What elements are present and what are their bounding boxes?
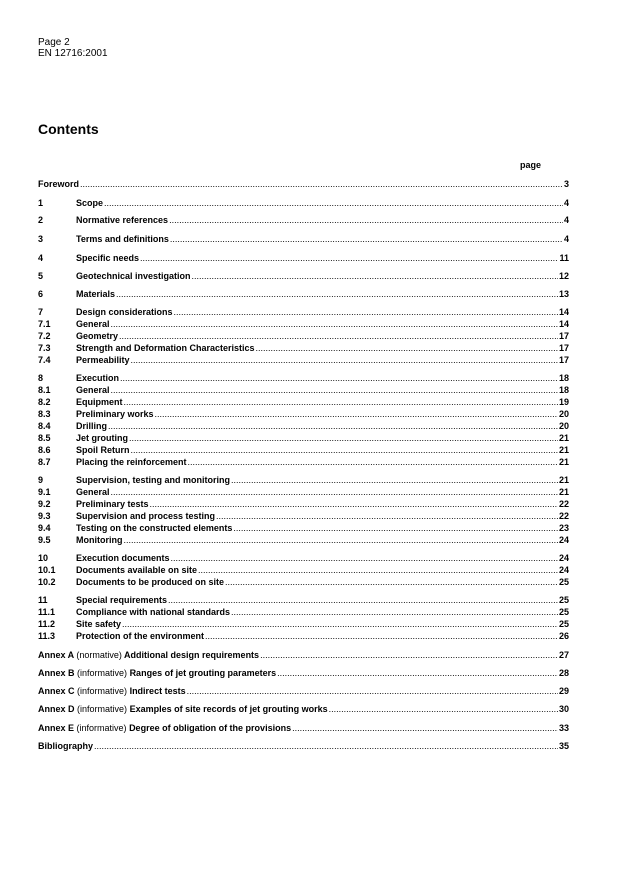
toc-leader-dots	[111, 384, 558, 396]
toc-entry-number: 10.2	[38, 577, 56, 587]
toc-entry[interactable]	[38, 420, 569, 432]
toc-page-number: 4	[563, 215, 569, 225]
toc-page-number: 26	[558, 631, 569, 641]
toc-entry-title: Equipment	[76, 397, 123, 407]
toc-entry[interactable]	[38, 318, 569, 330]
toc-entry-number: 8.6	[38, 445, 51, 455]
toc-page-number: 21	[558, 433, 569, 443]
toc-leader-dots	[131, 354, 558, 366]
toc-leader-dots	[108, 420, 558, 432]
toc-page-number: 29	[558, 686, 569, 696]
annex-name: Examples of site records of jet grouting works	[129, 704, 328, 714]
toc-page-number: 21	[558, 457, 569, 467]
toc-entry-title: General	[76, 487, 110, 497]
toc-entry-number: 7	[38, 307, 44, 317]
toc-entry-number: 8.1	[38, 385, 51, 395]
toc-leader-dots	[233, 522, 558, 534]
toc-entry[interactable]	[38, 214, 569, 226]
toc-annex-title	[38, 703, 328, 715]
toc-leader-dots	[150, 498, 558, 510]
toc-annex-title	[38, 722, 291, 734]
toc-entry[interactable]	[38, 703, 569, 715]
toc-entry-number: 9.5	[38, 535, 51, 545]
toc-entry[interactable]	[38, 396, 569, 408]
toc-entry[interactable]	[38, 474, 569, 486]
toc-page-number: 25	[558, 619, 569, 629]
toc-entry-number: 9.3	[38, 511, 51, 521]
toc-entry-title: Documents to be produced on site	[76, 577, 225, 587]
toc-leader-dots	[129, 432, 558, 444]
toc-entry-title: Design considerations	[76, 307, 173, 317]
annex-label: Annex D	[38, 704, 75, 714]
toc-entry-title: Foreword	[38, 179, 80, 189]
toc-leader-dots	[111, 486, 558, 498]
toc-entry-title: Placing the reinforcement	[76, 457, 187, 467]
toc-entry-number: 11.2	[38, 619, 56, 629]
toc-page-number: 14	[558, 307, 569, 317]
toc-leader-dots	[94, 740, 558, 752]
toc-entry[interactable]	[38, 456, 569, 468]
annex-status: (informative)	[77, 704, 128, 714]
toc-page-number: 20	[558, 409, 569, 419]
toc-entry[interactable]	[38, 252, 569, 264]
toc-leader-dots	[231, 474, 558, 486]
annex-status: (normative)	[76, 650, 122, 660]
toc-entry-number: 6	[38, 289, 44, 299]
toc-leader-dots	[174, 306, 558, 318]
toc-leader-dots	[187, 685, 558, 697]
toc-page-number: 25	[558, 607, 569, 617]
toc-entry-number: 9.4	[38, 523, 51, 533]
toc-entry-number: 4	[38, 253, 44, 263]
annex-label: Annex B	[38, 668, 75, 678]
toc-page-number: 13	[558, 289, 569, 299]
toc-leader-dots	[169, 214, 563, 226]
toc-entry-number: 1	[38, 198, 44, 208]
toc-entry-number: 11	[38, 595, 48, 605]
toc-entry-title: Preliminary tests	[76, 499, 149, 509]
toc-entry[interactable]	[38, 288, 569, 300]
annex-status: (informative)	[77, 668, 128, 678]
toc-entry[interactable]	[38, 576, 569, 588]
toc-page-number: 24	[558, 565, 569, 575]
toc-page-number: 14	[558, 319, 569, 329]
toc-entry[interactable]	[38, 685, 569, 697]
toc-entry[interactable]	[38, 432, 569, 444]
toc-page-number: 33	[558, 723, 569, 733]
toc-entry-title: General	[76, 319, 110, 329]
toc-entry[interactable]	[38, 306, 569, 318]
toc-page-number: 30	[558, 704, 569, 714]
toc-entry-title: Specific needs	[76, 253, 140, 263]
toc-entry-title: Preliminary works	[76, 409, 154, 419]
toc-entry-number: 8.2	[38, 397, 51, 407]
toc-entry-number: 8.3	[38, 409, 51, 419]
toc-page-number: 4	[563, 198, 569, 208]
toc-entry-number: 8	[38, 373, 44, 383]
toc-page-number: 23	[558, 523, 569, 533]
toc-entry-number: 10.1	[38, 565, 56, 575]
toc-entry[interactable]	[38, 270, 569, 282]
annex-label: Annex C	[38, 686, 75, 696]
toc-entry[interactable]	[38, 372, 569, 384]
toc-entry-title: Site safety	[76, 619, 122, 629]
toc-entry[interactable]	[38, 197, 569, 209]
toc-entry-title: Monitoring	[76, 535, 123, 545]
toc-annex-title	[38, 685, 186, 697]
toc-entry-number: 9	[38, 475, 44, 485]
toc-page-number: 18	[558, 385, 569, 395]
toc-annex-title	[38, 649, 259, 661]
toc-page-number: 24	[558, 535, 569, 545]
toc-entry[interactable]	[38, 498, 569, 510]
toc-entry-title: Special requirements	[76, 595, 168, 605]
toc-page-number: 21	[558, 445, 569, 455]
toc-entry-number: 11.1	[38, 607, 56, 617]
toc-entry-title: Strength and Deformation Characteristics	[76, 343, 255, 353]
annex-status: (informative)	[77, 686, 128, 696]
toc-entry-number: 3	[38, 234, 44, 244]
toc-entry[interactable]	[38, 667, 569, 679]
toc-page-number: 28	[558, 668, 569, 678]
toc-entry-title: Documents available on site	[76, 565, 198, 575]
toc-entry[interactable]	[38, 618, 569, 630]
toc-entry-number: 5	[38, 271, 44, 281]
page-number: Page 2	[38, 37, 70, 48]
toc-page-number: 22	[558, 511, 569, 521]
toc-entry-number: 8.5	[38, 433, 51, 443]
toc-leader-dots	[116, 288, 558, 300]
toc-entry-number: 11.3	[38, 631, 56, 641]
toc-entry-number: 7.1	[38, 319, 51, 329]
toc-page-number: 17	[558, 331, 569, 341]
toc-page-number: 19	[558, 397, 569, 407]
annex-label: Annex E	[38, 723, 75, 733]
document-id: EN 12716:2001	[38, 48, 108, 59]
toc-page-number: 12	[558, 271, 569, 281]
toc-leader-dots	[231, 606, 558, 618]
toc-entry-title: Scope	[76, 198, 104, 208]
page-column-label: page	[520, 160, 542, 170]
toc-entry-title: Spoil Return	[76, 445, 130, 455]
toc-entry-number: 7.4	[38, 355, 51, 365]
toc-leader-dots	[124, 534, 558, 546]
annex-name: Degree of obligation of the provisions	[129, 723, 292, 733]
toc-page-number: 27	[558, 650, 569, 660]
toc-entry[interactable]	[38, 630, 569, 642]
toc-entry-title: Supervision and process testing	[76, 511, 216, 521]
toc-leader-dots	[168, 594, 558, 606]
toc-page-number: 24	[558, 553, 569, 563]
toc-page-number: 21	[558, 487, 569, 497]
toc-page-number: 22	[558, 499, 569, 509]
toc-page-number: 18	[558, 373, 569, 383]
toc-entry-title: Execution documents	[76, 553, 170, 563]
annex-label: Annex A	[38, 650, 74, 660]
toc-entry-title: Execution	[76, 373, 120, 383]
toc-page-number: 3	[563, 179, 569, 189]
toc-entry-number: 9.2	[38, 499, 51, 509]
toc-entry[interactable]	[38, 510, 569, 522]
toc-leader-dots	[122, 618, 558, 630]
toc-leader-dots	[277, 667, 558, 679]
toc-entry-number: 7.3	[38, 343, 51, 353]
toc-entry-title: Normative references	[76, 215, 169, 225]
toc-leader-dots	[260, 649, 558, 661]
toc-annex-title	[38, 667, 276, 679]
toc-page-number: 25	[558, 595, 569, 605]
toc-leader-dots	[104, 197, 563, 209]
toc-entry[interactable]	[38, 649, 569, 661]
toc-entry[interactable]	[38, 330, 569, 342]
page-header	[38, 37, 108, 59]
toc-entry-title: Bibliography	[38, 741, 94, 751]
annex-name: Additional design requirements	[124, 650, 260, 660]
toc-entry-title: Terms and definitions	[76, 234, 169, 244]
toc-entry-number: 9.1	[38, 487, 51, 497]
toc-entry-title: Permeability	[76, 355, 130, 365]
toc-entry[interactable]	[38, 444, 569, 456]
toc-entry[interactable]	[38, 178, 569, 190]
toc-entry-number: 10	[38, 553, 49, 563]
toc-entry-title: Supervision, testing and monitoring	[76, 475, 231, 485]
toc-entry-title: Materials	[76, 289, 116, 299]
toc-page-number: 20	[558, 421, 569, 431]
toc-leader-dots	[170, 233, 563, 245]
toc-entry-number: 7.2	[38, 331, 51, 341]
toc-entry-number: 8.7	[38, 457, 51, 467]
toc-leader-dots	[205, 630, 558, 642]
annex-name: Ranges of jet grouting parameters	[129, 668, 277, 678]
toc-leader-dots	[80, 178, 563, 190]
contents-heading: Contents	[38, 121, 99, 137]
toc-leader-dots	[120, 372, 558, 384]
toc-entry[interactable]	[38, 722, 569, 734]
toc-entry-title: Protection of the environment	[76, 631, 205, 641]
toc-leader-dots	[155, 408, 558, 420]
toc-entry-number: 8.4	[38, 421, 51, 431]
toc-entry[interactable]	[38, 594, 569, 606]
toc-entry[interactable]	[38, 408, 569, 420]
toc-page-number: 17	[558, 343, 569, 353]
toc-leader-dots	[140, 252, 558, 264]
annex-name: Indirect tests	[129, 686, 186, 696]
toc-page-number: 21	[558, 475, 569, 485]
toc-leader-dots	[216, 510, 558, 522]
toc-page-number: 4	[563, 234, 569, 244]
toc-entry[interactable]	[38, 564, 569, 576]
toc-page-number: 11	[559, 253, 569, 263]
toc-entry[interactable]	[38, 534, 569, 546]
toc-entry-title: Drilling	[76, 421, 107, 431]
toc-entry-title: General	[76, 385, 110, 395]
toc-entry[interactable]	[38, 552, 569, 564]
toc-leader-dots	[131, 444, 558, 456]
toc-leader-dots	[198, 564, 558, 576]
toc-entry[interactable]	[38, 233, 569, 245]
toc-page-number: 35	[558, 741, 569, 751]
toc-entry-title: Geotechnical investigation	[76, 271, 191, 281]
toc-entry[interactable]	[38, 354, 569, 366]
toc-leader-dots	[329, 703, 558, 715]
toc-entry-title: Jet grouting	[76, 433, 128, 443]
toc-leader-dots	[119, 330, 558, 342]
toc-entry[interactable]	[38, 384, 569, 396]
toc-entry-title: Geometry	[76, 331, 119, 341]
toc-entry[interactable]	[38, 740, 569, 752]
toc-entry-number: 2	[38, 215, 44, 225]
toc-entry[interactable]	[38, 606, 569, 618]
toc-leader-dots	[111, 318, 558, 330]
toc-leader-dots	[225, 576, 558, 588]
toc-leader-dots	[292, 722, 558, 734]
toc-page-number: 17	[558, 355, 569, 365]
toc-leader-dots	[171, 552, 558, 564]
toc-leader-dots	[192, 270, 558, 282]
toc-leader-dots	[124, 396, 558, 408]
toc-entry-title: Testing on the constructed elements	[76, 523, 233, 533]
annex-status: (informative)	[76, 723, 127, 733]
toc-entry-title: Compliance with national standards	[76, 607, 231, 617]
toc-entry[interactable]	[38, 522, 569, 534]
toc-leader-dots	[256, 342, 558, 354]
toc-entry[interactable]	[38, 486, 569, 498]
toc-entry[interactable]	[38, 342, 569, 354]
toc-leader-dots	[188, 456, 558, 468]
toc-page-number: 25	[558, 577, 569, 587]
